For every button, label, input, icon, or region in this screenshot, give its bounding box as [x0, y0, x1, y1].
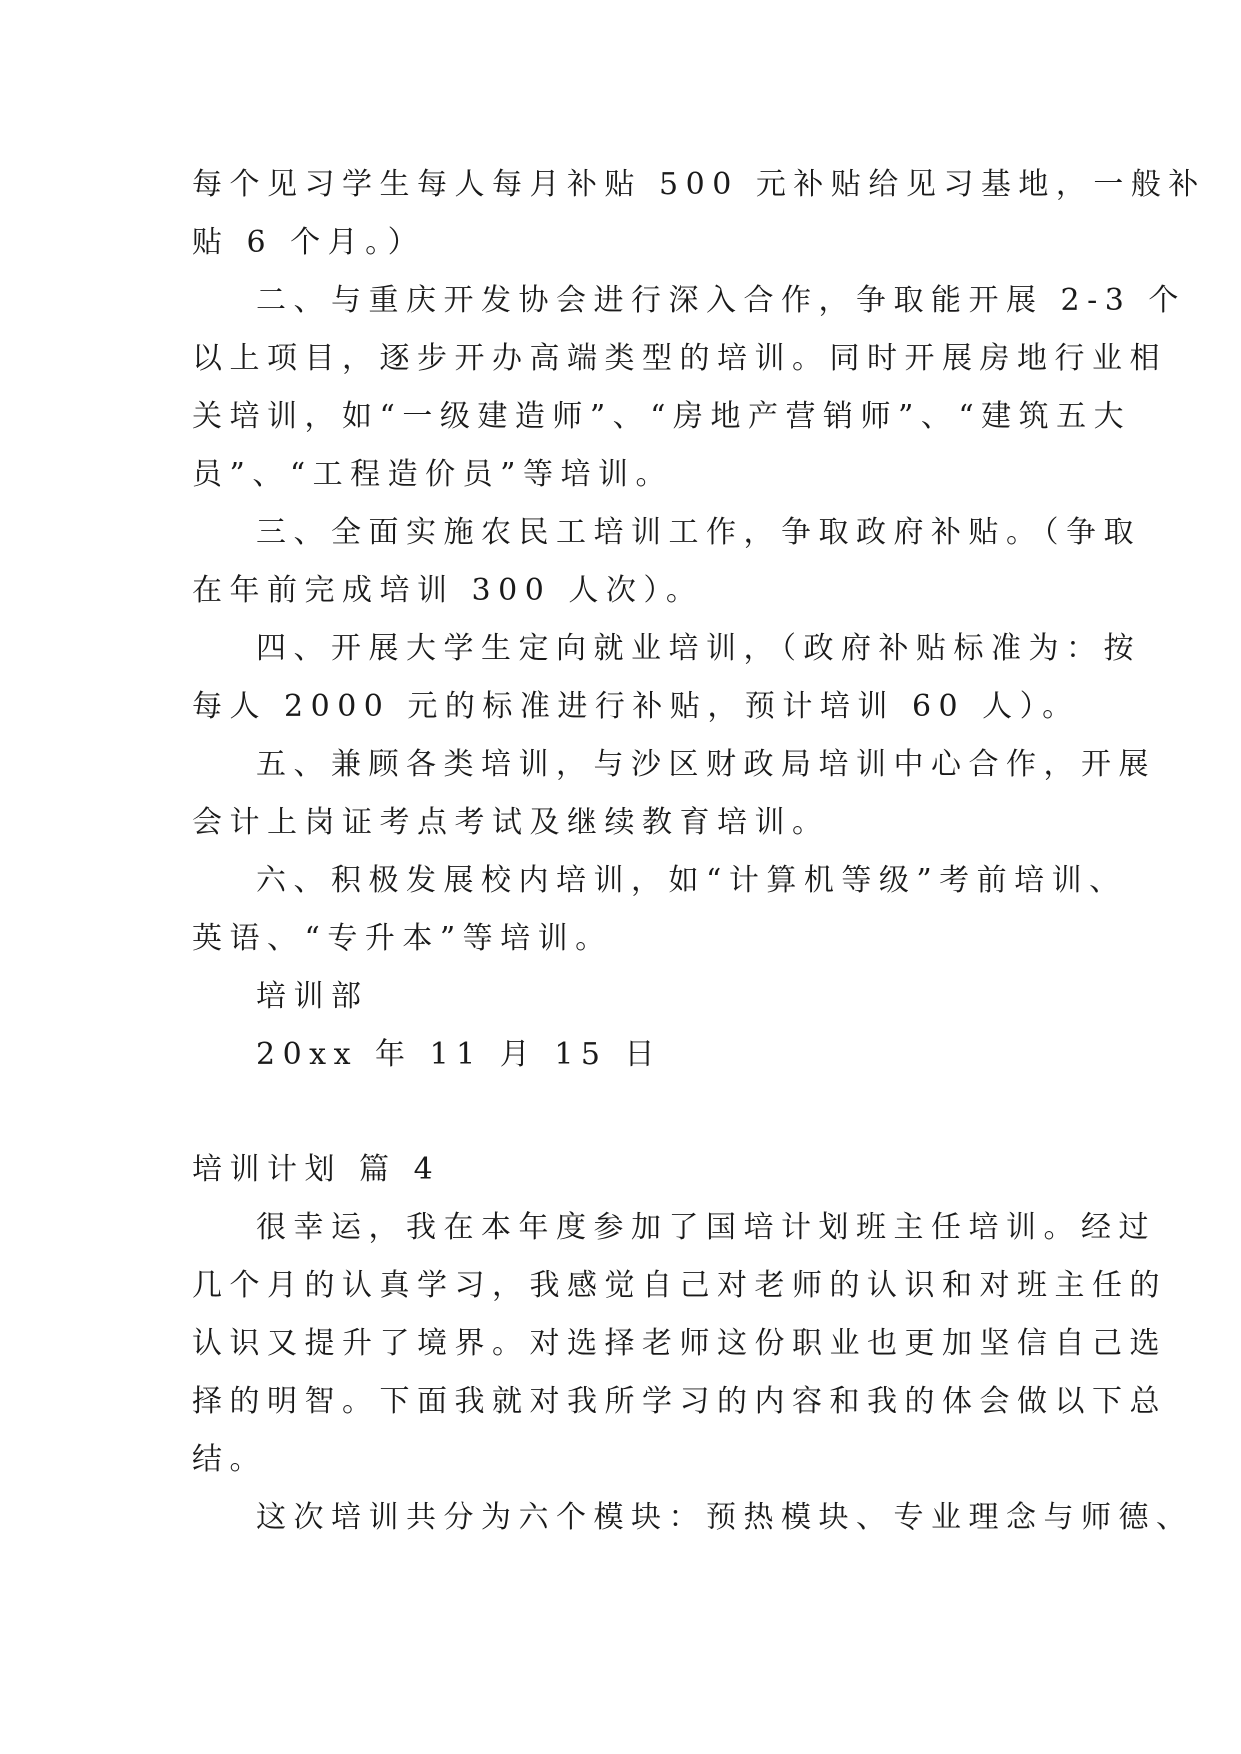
text-line: 员”、“工程造价员”等培训。	[192, 457, 674, 492]
text-line: 会计上岗证考点考试及继续教育培训。	[192, 805, 830, 840]
text-line: 英语、“专升本”等培训。	[192, 921, 613, 956]
text-line: 以上项目，逐步开办高端类型的培训。同时开展房地行业相	[192, 341, 1167, 376]
paragraph-line: 这次培训共分为六个模块：预热模块、专业理念与师德、	[256, 1500, 1194, 1535]
text-line: 在年前完成培训 300 人次）。	[192, 573, 704, 608]
signature-date: 20xx 年 11 月 15 日	[256, 1037, 663, 1072]
text-line: 择的明智。下面我就对我所学习的内容和我的体会做以下总	[192, 1384, 1167, 1419]
text-line: 每个见习学生每人每月补贴 500 元补贴给见习基地，一般补	[192, 167, 1206, 202]
paragraph-4-line: 四、开展大学生定向就业培训，（政府补贴标准为：按	[256, 631, 1141, 666]
paragraph-6-line: 六、积极发展校内培训，如“计算机等级”考前培训、	[256, 863, 1127, 898]
text-line: 每人 2000 元的标准进行补贴，预计培训 60 人）。	[192, 689, 1080, 724]
paragraph-line: 很幸运，我在本年度参加了国培计划班主任培训。经过	[256, 1210, 1156, 1245]
text-line: 贴 6 个月。）	[192, 225, 426, 260]
text-line: 关培训，如“一级建造师”、“房地产营销师”、“建筑五大	[192, 399, 1132, 434]
text-line: 结。	[192, 1442, 267, 1477]
signature-department: 培训部	[256, 979, 369, 1014]
section-heading: 培训计划 篇 4	[192, 1152, 441, 1187]
text-line: 认识又提升了境界。对选择老师这份职业也更加坚信自己选	[192, 1326, 1167, 1361]
paragraph-2-line: 二、与重庆开发协会进行深入合作，争取能开展 2-3 个	[256, 283, 1186, 318]
text-line: 几个月的认真学习，我感觉自己对老师的认识和对班主任的	[192, 1268, 1167, 1303]
paragraph-3-line: 三、全面实施农民工培训工作，争取政府补贴。（争取	[256, 515, 1141, 550]
paragraph-5-line: 五、兼顾各类培训，与沙区财政局培训中心合作，开展	[256, 747, 1156, 782]
